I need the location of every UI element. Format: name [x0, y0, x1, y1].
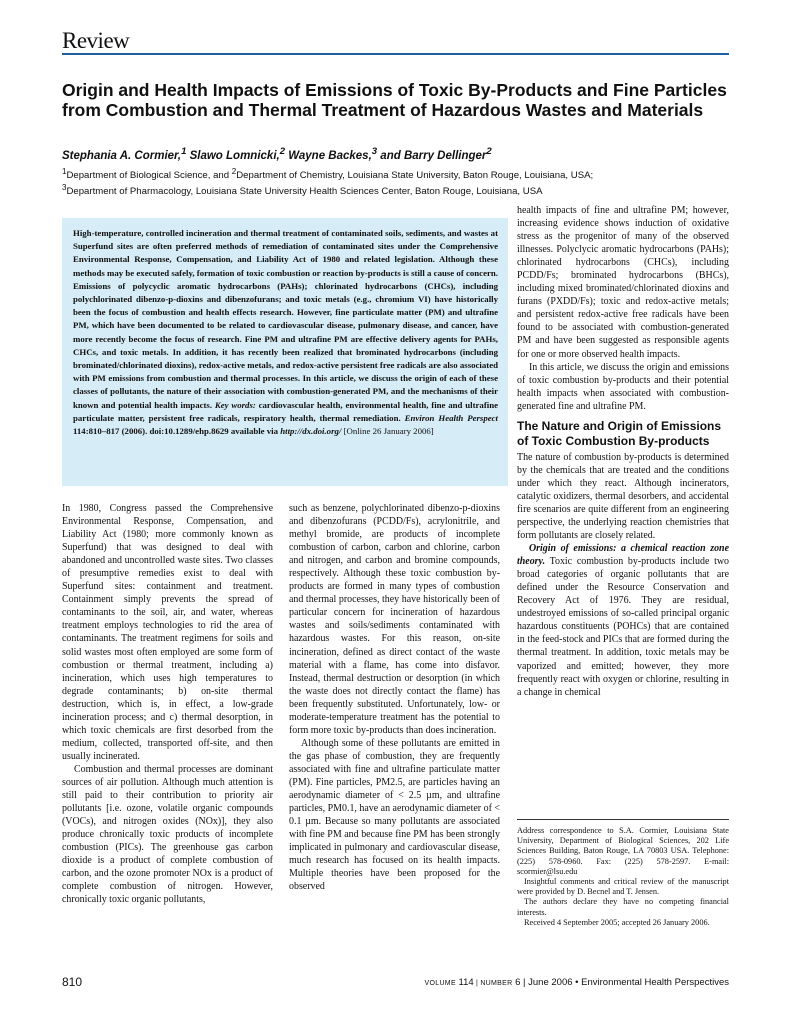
doi-link[interactable]: http://dx.doi.org/ — [280, 426, 342, 437]
correspondence-note: Address correspondence to S.A. Cormier, Louisiana State University, Department of Biological Sciences, 202 Life Sciences Building, Baton Rouge, LA 70803 USA. Telephone: (225) 578-0960. Fax: (225) 578-2597. E-mail: scormier@lsu.edu — [517, 826, 729, 876]
paragraph: The nature of combustion by-products is determined by the chemicals that are treated and the conditions under which they react. Although incinerators, catalytic oxidizers, thermal desorbers, and accidental fire scenarios are quite different from an engineering perspective, the underlying reaction chemistries that form pollutants are closely related. — [517, 451, 729, 542]
paragraph: Although some of these pollutants are emitted in the gas phase of combustion, they are frequently associated with fine and ultrafine particulate matter (PM). Fine particles, PM2.5, are particles having an aerodynamic diameter of < 2.5 µm, and ultrafine particles, PM0.1, have an aerodynamic diameter of < 0.1 µm. Because so many pollutants are associated with fine PM and because fine PM has been strongly implicated in pulmonary and cardiovascular disease, much research has focused on its health impacts. Multiple theories have been proposed for the observed — [289, 737, 500, 893]
section-label: Review — [62, 28, 130, 53]
affil-sup: 1 — [62, 167, 67, 176]
affil-text: Department of Chemistry, Louisiana State University, Baton Rouge, Louisiana, USA; — [236, 170, 594, 182]
body-column-1 — [62, 502, 273, 906]
affil-text: Department of Biological Science, and — [66, 170, 232, 182]
citation-journal: Environ Health Perspect — [404, 412, 498, 423]
keywords: cardiovascular health, environmental health, fine and ultrafine particulate matter, persistent free radicals, respiratory health, thermal remediation. — [73, 399, 498, 423]
acknowledgment-note: Insightful comments and critical review of the manuscript were provided by D. Becnel and T. Jensen. — [517, 877, 729, 897]
abstract-box — [62, 218, 508, 486]
paragraph: Combustion and thermal processes are dominant sources of air pollution. Although much attention is still paid to their contribution to priority air pollutants [i.e. ozone, volatile organic compounds (VOCs), and nitrogen oxides (NOx)], they also produce chronically toxic products of incomplete combustion (PICs). The greenhouse gas carbon dioxide is a product of complete combustion of carbon, and the ozone promoter NOx is a product of complete combustion of nitrogen. However, chronically toxic organic pollutants, — [62, 763, 273, 906]
paragraph: such as benzene, polychlorinated dibenzo-p-dioxins and dibenzofurans (PCDD/Fs), acrylonitrile, and methyl bromide, are products of incomplete combustion of carbon, carbon and chlorine, carbon and nitrogen, and carbon and bromine compounds, respectively. Although these toxic combustion by-products are formed in many types of combustion and thermal processes, they have historically been of particular concern for incineration of hazardous wastes and soils/sediments contaminated with hazardous wastes. For this reason, on-site incineration, defined as direct contact of the waste material with a flame, has come into disfavor. Instead, thermal destruction or desorption (in which the waste does not directly contact the flame) has been frequently substituted. Unfortunately, low- or moderate-temperature treatment has the potential to form more toxic by-products than does incineration. — [289, 503, 500, 736]
author-affil-sup: 2 — [279, 146, 286, 157]
abstract-text — [73, 227, 498, 438]
issue-number: 6 — [512, 977, 521, 988]
volume-label: VOLUME — [424, 980, 456, 987]
citation-details: 114:810–817 (2006). doi:10.1289/ehp.8629 available via — [73, 426, 281, 437]
author-affil-sup: 3 — [371, 146, 378, 157]
affil-sup: 2 — [231, 167, 237, 176]
paragraph-text: Toxic combustion by-products include two broad categories of organic pollutants that are defined under the Resource Conservation and Recovery Act of 1976. They are residual, undestroyed emissions of so-called principal organic hazardous constituents (POHCs) that are contained in the feed-stock and PICs that are formed during the thermal treatment. In addition, toxic metals may be vaporized and emitted; however, they more frequently react with oxygen or chlorine, resulting in a change in chemical — [517, 556, 729, 698]
author-name: Slawo Lomnicki, — [186, 149, 280, 162]
abstract-body: High-temperature, controlled incineration and thermal treatment of contaminated soils, sediments, and wastes at Superfund sites are often preferred methods of remediation of contaminated sites under the Comprehensive Environmental Response, Compensation, and Liability Act of 1980 and related legislation. Although these methods may be executed safely, formation of toxic combustion or reaction by-products is still a cause of concern. Emissions of polycyclic aromatic hydrocarbons (PAHs); chlorinated hydrocarbons (CHCs), including polychlorinated dibenzo-p-dioxins and dibenzofurans; and toxic metals (e.g., chromium VI) have historically been the focus of combustion and health effects research. However, fine particulate matter (PM) and ultrafine PM, which have been documented to be related to cardiovascular disease, pulmonary disease, and cancer, have more recently become the focus of research. Fine PM and ultrafine PM are effective delivery agents for PAHs, CHCs, and toxic metals. In addition, it has recently been realized that brominated hydrocarbons (including brominated/chlorinated dioxins), redox-active metals, and redox-active persistent free radicals are also associated with PM emissions from combustion and thermal processes. In this article, we discuss the origin of each of these classes of pollutants, the nature of their association with combustion-generated PM, and the mechanisms of their known and potential health impacts. — [73, 228, 498, 410]
online-date: [Online 26 January 2006] — [341, 426, 434, 437]
author-name: and Barry Dellinger — [377, 149, 487, 162]
paragraph — [517, 542, 729, 699]
footnote-rule — [517, 819, 729, 820]
journal-name: Environmental Health Perspectives — [581, 977, 729, 988]
page-number: 810 — [62, 975, 83, 989]
section-heading: The Nature and Origin of Emissions of Toxic Combustion By-products — [517, 418, 722, 448]
issue-date: | June 2006 — [520, 977, 573, 988]
separator: • — [572, 977, 582, 988]
affiliation-line — [62, 166, 593, 182]
paragraph: health impacts of fine and ultrafine PM; however, increasing evidence shows induction of oxidative stress as the progenitor of many of the observed illnesses. Polyclycic aromatic hydrocarbons (PAHs); chlorinated hydrocarbons (CHCs), including PCDD/Fs; brominated hydrocarbons (BHCs), including mixed brominated/chlorinated dioxins and furans (PXDD/Fs); toxic and redox-active metals; and persistent redox-active free radicals have been found to be associated with combustion-generated PM and have been suggested as responsible agents for one or more observed health impacts. — [517, 205, 729, 360]
received-date-note: Received 4 September 2005; accepted 26 January 2006. — [524, 917, 710, 927]
keywords-label: Key words: — [214, 399, 256, 410]
body-column-2 — [289, 502, 500, 893]
journal-footer — [425, 977, 729, 988]
affil-sup: 3 — [62, 183, 67, 193]
number-label: | NUMBER — [473, 980, 513, 987]
body-column-3 — [517, 204, 729, 699]
affiliation-line — [62, 182, 593, 198]
author-list — [62, 146, 492, 162]
footnotes — [517, 826, 729, 928]
author-name: Stephania A. Cormier, — [62, 149, 182, 162]
affiliations — [62, 166, 593, 198]
author-affil-sup: 2 — [486, 146, 492, 157]
author-affil-sup: 1 — [181, 146, 187, 157]
header-rule — [62, 53, 729, 55]
paragraph: In 1980, Congress passed the Comprehensive Environmental Response, Compensation, and Liability Act (1980; more commonly known as Superfund) that was designed to deal with abandoned and uncontrolled waste sites. Two classes of presumptive remedies exist to deal with Superfund sites: containment and treatment. Containment simply prevents the spread of contaminants to the soil, air, and water, whereas treatment employs technologies to rid the area of contaminants. The treatment regimens for soils and solid wastes most often employed are some form of combustion or thermal treatment, including a) incineration, which uses high temperatures to degrade contaminants; b) on-site thermal destruction, which is, in effect, a low-grade incineration process; and c) thermal desorption, in which toxic chemicals are first desorbed from the medium, collected, transported off-site, and then usually incinerated. — [62, 503, 273, 762]
volume: 114 — [455, 977, 474, 988]
affil-text: Department of Pharmacology, Louisiana State University Health Sciences Center, Baton Rouge, Louisiana, USA — [66, 186, 543, 198]
competing-interests-note: The authors declare they have no competing financial interests. — [517, 897, 729, 917]
article-title: Origin and Health Impacts of Emissions of Toxic By-Products and Fine Particles from Combustion and Thermal Treatment of Hazardous Wastes and Materials — [62, 80, 727, 120]
author-name: Wayne Backes, — [285, 149, 372, 162]
run-in-heading: Origin of emissions: a chemical reaction zone theory. — [517, 543, 729, 568]
paragraph: In this article, we discuss the origin and emissions of toxic combustion by-products and their potential health impacts when associated with combustion-generated fine and ultrafine PM. — [517, 361, 729, 412]
